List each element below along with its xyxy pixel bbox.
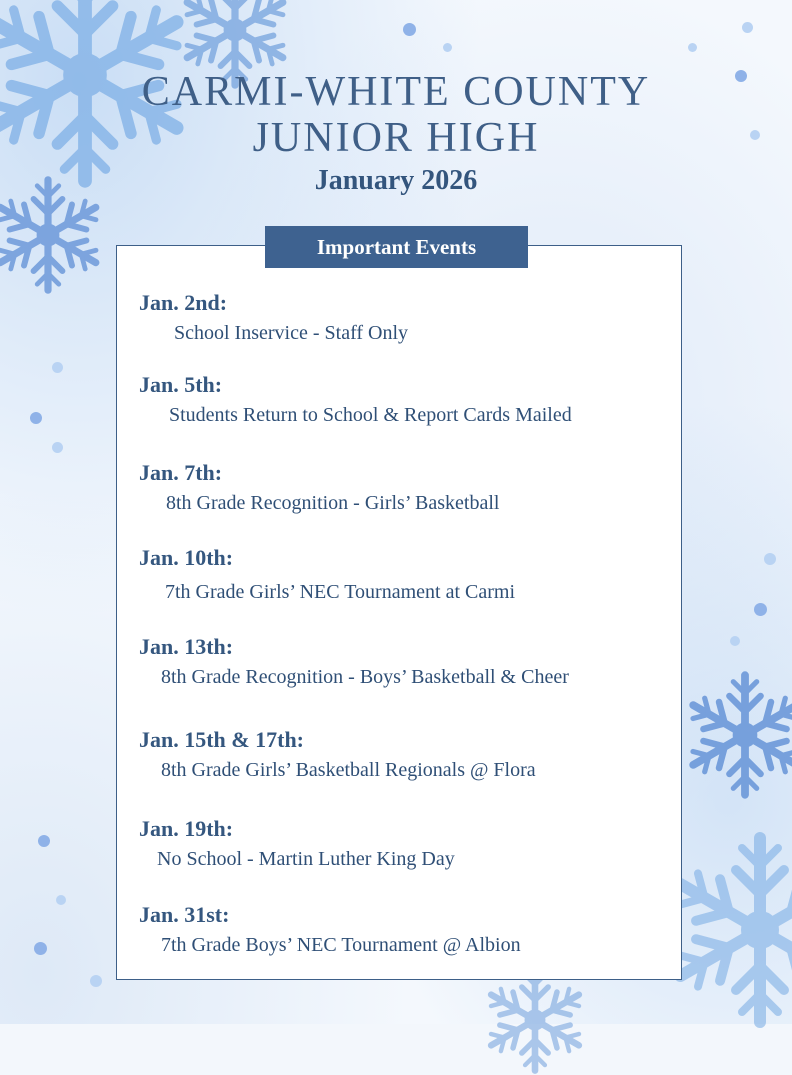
event-description: 8th Grade Recognition - Boys’ Basketball & Cheer: [161, 666, 569, 688]
snowflake-icon: [680, 670, 792, 800]
event-item: [139, 727, 536, 782]
event-description: 8th Grade Recognition - Girls’ Basketball: [166, 492, 500, 514]
event-date: Jan. 31st:: [139, 902, 230, 927]
snow-dot: [443, 43, 452, 52]
event-date: Jan. 19th:: [139, 816, 234, 841]
event-date: Jan. 13th:: [139, 634, 234, 659]
event-item: [139, 290, 408, 345]
event-description: No School - Martin Luther King Day: [157, 848, 455, 870]
snow-dot: [56, 895, 66, 905]
event-date: Jan. 7th:: [139, 460, 223, 485]
snow-dot: [688, 43, 697, 52]
event-description: Students Return to School & Report Cards Mailed: [169, 404, 572, 426]
event-date: Jan. 15th & 17th:: [139, 727, 305, 752]
event-description: 7th Grade Girls’ NEC Tournament at Carmi: [165, 581, 515, 603]
snow-dot: [742, 22, 753, 33]
snow-dot: [34, 942, 47, 955]
event-date: Jan. 10th:: [139, 545, 234, 570]
snowflake-icon: [480, 965, 590, 1075]
snow-dot: [764, 553, 776, 565]
snow-dot: [90, 975, 102, 987]
event-description: 7th Grade Boys’ NEC Tournament @ Albion: [161, 934, 521, 956]
event-description: School Inservice - Staff Only: [174, 322, 409, 344]
snow-dot: [730, 636, 740, 646]
snow-dot: [754, 603, 767, 616]
event-date: Jan. 2nd:: [139, 290, 228, 315]
event-description: 8th Grade Girls’ Basketball Regionals @ Flora: [161, 759, 536, 781]
event-item: [139, 372, 572, 427]
snow-dot: [403, 23, 416, 36]
page-title-line1: CARMI-WHITE COUNTY: [141, 69, 651, 115]
snow-dot: [38, 835, 50, 847]
page-title-line2: JUNIOR HIGH: [252, 115, 540, 161]
snow-dot: [52, 442, 63, 453]
events-heading: Important Events: [265, 226, 528, 268]
event-item: [139, 902, 521, 957]
month-subtitle: January 2026: [314, 165, 478, 196]
snow-dot: [52, 362, 63, 373]
event-item: [139, 816, 455, 871]
event-item: [139, 545, 515, 604]
event-item: [139, 634, 569, 689]
event-item: [139, 460, 499, 515]
snow-dot: [30, 412, 42, 424]
event-date: Jan. 5th:: [139, 372, 223, 397]
